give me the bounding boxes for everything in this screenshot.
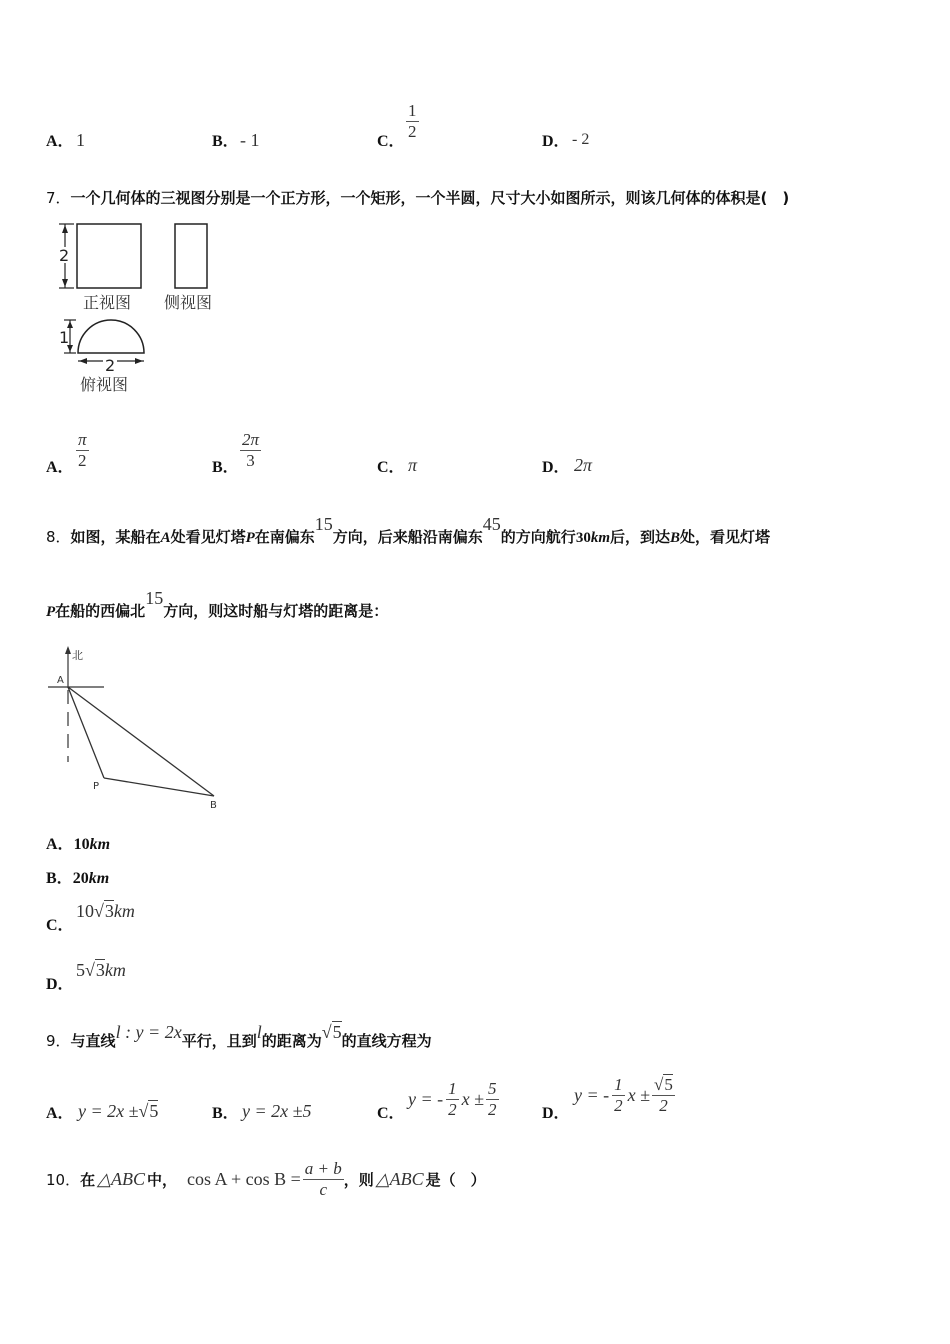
q8-angle3: 15 [145, 588, 164, 608]
q7-stem [46, 187, 789, 208]
q9-option-d-value: y = - $\frac{1}{2}$ x ± $\frac{√5}{2}$ [574, 1075, 673, 1115]
q9-option-b-value: y = 2x ±5 [242, 1101, 312, 1121]
q8-point-p: P [245, 530, 255, 546]
q7-option-b-label: B． [212, 459, 239, 476]
figure-point-a: A [57, 675, 64, 686]
q6-option-d-label: D． [542, 133, 570, 150]
q8-angle2: 45 [482, 514, 501, 534]
q10-triangle: △ABC [97, 1168, 145, 1189]
q6-option-a-value: 1 [76, 130, 85, 150]
q8-point-b: B [670, 530, 681, 546]
q9-option-a-label: A． [46, 1105, 74, 1122]
q7-three-view-figure [50, 215, 240, 400]
q9-distance: √5 [321, 1022, 342, 1042]
q6-option-c-num: 1 [408, 101, 417, 120]
q7-option-a-fraction [76, 431, 89, 470]
q9-stem: 9．与直线l : y = 2x平行，且到l的距离为√5的直线方程为 [46, 1022, 432, 1050]
q6-option-a-label: A． [46, 133, 74, 150]
q10-stem: 10． 在 △ABC 中， cos A + cos B = $\frac{a + b}{c}$ ，则 △ABC 是（ ） [46, 1159, 486, 1199]
q6-option-b-value: - 1 [240, 130, 260, 150]
q7-option-b-den: 3 [246, 450, 255, 470]
q8-point-a: A [160, 530, 171, 546]
front-view-label: 正视图 [83, 293, 132, 312]
q7-option-c-label: C． [377, 459, 405, 476]
q7-option-d-label: D． [542, 459, 570, 476]
q10-equation-lhs: cos A + cos B = [186, 1168, 301, 1189]
q6-option-c-den: 2 [408, 121, 417, 141]
q9-option-a-value: y = 2x ±√5 [78, 1101, 159, 1121]
q8-distance: 30 [575, 530, 591, 546]
segment-pb [104, 778, 214, 796]
height-dimension-label: 2 [59, 246, 70, 265]
q10-number: 10． [46, 1170, 81, 1189]
q7-option-a-den: 2 [78, 450, 87, 470]
q7-option-b-num: 2π [242, 430, 260, 449]
q7-option-a-label: A． [46, 459, 74, 476]
q8-stem-line1: 8．如图，某船在A处看见灯塔P在南偏东15方向，后来船沿南偏东45的方向航行30km后，到达B处，看见灯塔 [46, 514, 771, 546]
q8-option-b: B．20km [46, 870, 110, 887]
q9-option-c-label: C． [377, 1105, 405, 1122]
q8-option-c-label: C． [46, 917, 74, 934]
figure-point-b: B [210, 800, 217, 811]
q7-option-b-fraction [240, 431, 261, 470]
q6-option-b-label: B． [212, 133, 239, 150]
q8-option-c-value: 10√3km [76, 901, 135, 921]
q6-option-c-fraction [406, 102, 419, 141]
q8-number: 8． [46, 528, 71, 546]
q8-navigation-figure [44, 640, 229, 815]
figure-point-p: P [93, 781, 100, 792]
north-label: 北 [72, 649, 83, 662]
q7-option-d-value: 2π [574, 455, 593, 475]
q9-option-c-value: y = - $\frac{1}{2}$ x ± $\frac{5}{2}$ [408, 1079, 497, 1119]
q9-option-b-label: B． [212, 1105, 239, 1122]
q8-angle1: 15 [314, 514, 333, 534]
radius-dimension-label: 1 [59, 328, 70, 347]
q7-number: 7． [46, 189, 71, 207]
q8-option-a: A．10km [46, 836, 111, 853]
q6-option-d-value: - 2 [572, 131, 590, 148]
top-view-label: 俯视图 [80, 375, 129, 394]
side-view-label: 侧视图 [164, 293, 213, 312]
q8-stem-line2: P在船的西偏北15方向，则这时船与灯塔的距离是： [46, 588, 389, 620]
q9-number: 9． [46, 1032, 71, 1050]
q8-option-d-label: D． [46, 976, 74, 993]
side-view-rectangle [175, 224, 207, 288]
width-dimension-label: 2 [105, 356, 116, 375]
q7-text: 一个几何体的三视图分别是一个正方形，一个矩形，一个半圆，尺寸大小如图所示，则该几何体的体积是( ) [70, 189, 790, 207]
q9-line-expression: l : y = 2x [115, 1022, 182, 1042]
q6-option-c-label: C． [377, 133, 405, 150]
top-view-semicircle [78, 320, 144, 353]
q10-equation-fraction: $\frac{a + b}{c}$ [304, 1159, 342, 1199]
q7-option-c-value: π [408, 455, 418, 475]
q9-option-d-label: D． [542, 1105, 570, 1122]
q7-option-a-num: π [78, 430, 87, 449]
q8-option-d-value: 5√3km [76, 960, 126, 980]
front-view-square [77, 224, 141, 288]
